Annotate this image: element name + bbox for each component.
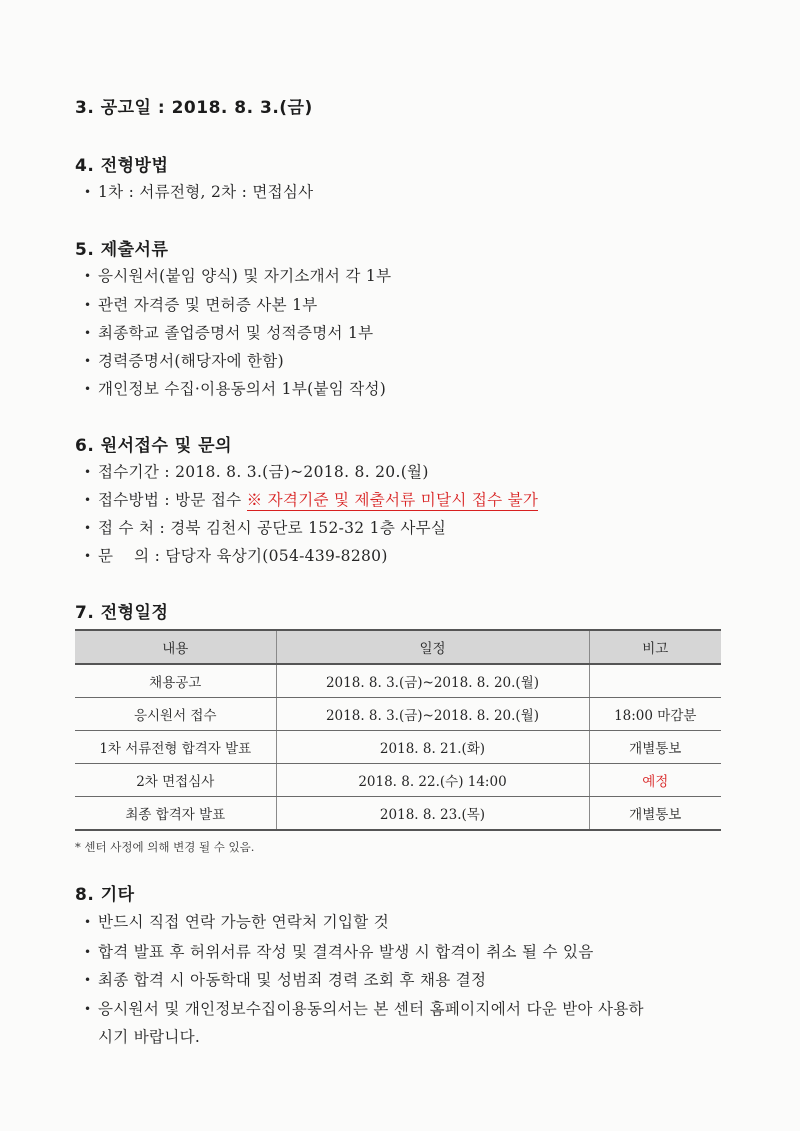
application-period: 접수기간 : 2018. 8. 3.(금)~2018. 8. 20.(월) bbox=[98, 463, 429, 481]
schedule-note: * 센터 사정에 의해 변경 될 수 있음. bbox=[75, 840, 255, 854]
table-cell: 2018. 8. 3.(금)~2018. 8. 20.(월) bbox=[276, 664, 589, 698]
list-item-continuation: 시기 바랍니다. bbox=[98, 1028, 201, 1046]
table-cell bbox=[589, 664, 721, 698]
list-item bbox=[84, 377, 386, 399]
column-header-schedule: 일정 bbox=[276, 630, 589, 664]
table-cell: 18:00 마감분 bbox=[589, 698, 721, 731]
table-row bbox=[75, 797, 721, 831]
section-4-heading: 4. 전형방법 bbox=[75, 156, 169, 176]
list-item-text: 최종학교 졸업증명서 및 성적증명서 1부 bbox=[98, 324, 374, 342]
table-cell: 최종 합격자 발표 bbox=[75, 797, 276, 831]
table-cell: 2차 면접심사 bbox=[75, 764, 276, 797]
section-8-heading: 8. 기타 bbox=[75, 885, 135, 905]
list-item bbox=[84, 293, 318, 315]
list-item bbox=[84, 968, 486, 990]
bullet-icon: • bbox=[84, 1002, 92, 1016]
table-cell-status: 예정 bbox=[589, 764, 721, 797]
bullet-icon: • bbox=[84, 382, 92, 396]
table-cell: 개별통보 bbox=[589, 731, 721, 764]
bullet-icon: • bbox=[84, 269, 92, 283]
bullet-icon: • bbox=[84, 945, 92, 959]
table-row bbox=[75, 731, 721, 764]
list-item-text: 반드시 직접 연락 가능한 연락처 기입할 것 bbox=[98, 913, 390, 931]
list-item-text: 개인정보 수집·이용동의서 1부(붙임 작성) bbox=[98, 380, 387, 398]
list-item-text: 최종 합격 시 아동학대 및 성범죄 경력 조회 후 채용 결정 bbox=[98, 971, 487, 989]
section-6-heading: 6. 원서접수 및 문의 bbox=[75, 436, 232, 456]
table-cell: 응시원서 접수 bbox=[75, 698, 276, 731]
list-item bbox=[84, 997, 644, 1019]
table-cell: 2018. 8. 21.(화) bbox=[276, 731, 589, 764]
list-item-text: 합격 발표 후 허위서류 작성 및 결격사유 발생 시 합격이 취소 될 수 있음 bbox=[98, 943, 594, 961]
section-3-heading: 3. 공고일 : 2018. 8. 3.(금) bbox=[75, 98, 313, 118]
list-item-text: 관련 자격증 및 면허증 사본 1부 bbox=[98, 296, 318, 314]
table-row bbox=[75, 664, 721, 698]
list-item bbox=[84, 349, 284, 371]
bullet-icon: • bbox=[84, 465, 92, 479]
list-item bbox=[84, 264, 391, 286]
table-header-row bbox=[75, 630, 721, 664]
bullet-icon: • bbox=[84, 549, 92, 563]
list-item bbox=[84, 180, 313, 202]
table-cell: 1차 서류전형 합격자 발표 bbox=[75, 731, 276, 764]
list-item bbox=[84, 544, 388, 566]
bullet-icon: • bbox=[84, 326, 92, 340]
list-item-text: 응시원서(붙임 양식) 및 자기소개서 각 1부 bbox=[98, 267, 392, 285]
table-cell: 2018. 8. 22.(수) 14:00 bbox=[276, 764, 589, 797]
bullet-icon: • bbox=[84, 493, 92, 507]
section-7-heading: 7. 전형일정 bbox=[75, 603, 169, 623]
table-row bbox=[75, 764, 721, 797]
column-header-content: 내용 bbox=[75, 630, 276, 664]
bullet-icon: • bbox=[84, 354, 92, 368]
list-item-text: 1차 : 서류전형, 2차 : 면접심사 bbox=[98, 183, 314, 201]
list-item bbox=[84, 488, 538, 510]
contact-info: 문 의 : 담당자 육상기(054-439-8280) bbox=[98, 547, 388, 565]
list-item-text: 경력증명서(해당자에 한함) bbox=[98, 352, 284, 370]
table-row bbox=[75, 698, 721, 731]
bullet-icon: • bbox=[84, 298, 92, 312]
bullet-icon: • bbox=[84, 185, 92, 199]
application-method: 접수방법 : 방문 접수 bbox=[98, 491, 242, 509]
table-cell: 2018. 8. 23.(목) bbox=[276, 797, 589, 831]
list-item bbox=[84, 516, 446, 538]
list-item bbox=[84, 910, 389, 932]
list-item-text: 응시원서 및 개인정보수집이용동의서는 본 센터 홈페이지에서 다운 받아 사용하 bbox=[98, 1000, 644, 1018]
section-5-heading: 5. 제출서류 bbox=[75, 240, 169, 260]
bullet-icon: • bbox=[84, 973, 92, 987]
bullet-icon: • bbox=[84, 915, 92, 929]
table-cell: 2018. 8. 3.(금)~2018. 8. 20.(월) bbox=[276, 698, 589, 731]
list-item bbox=[84, 321, 373, 343]
bullet-icon: • bbox=[84, 521, 92, 535]
column-header-remarks: 비고 bbox=[589, 630, 721, 664]
application-place: 접 수 처 : 경북 김천시 공단로 152-32 1층 사무실 bbox=[98, 519, 447, 537]
schedule-table bbox=[75, 629, 721, 831]
table-cell: 개별통보 bbox=[589, 797, 721, 831]
table-cell: 채용공고 bbox=[75, 664, 276, 698]
method-warning: ※ 자격기준 및 제출서류 미달시 접수 불가 bbox=[246, 491, 539, 509]
list-item bbox=[84, 460, 429, 482]
list-item bbox=[84, 940, 594, 962]
